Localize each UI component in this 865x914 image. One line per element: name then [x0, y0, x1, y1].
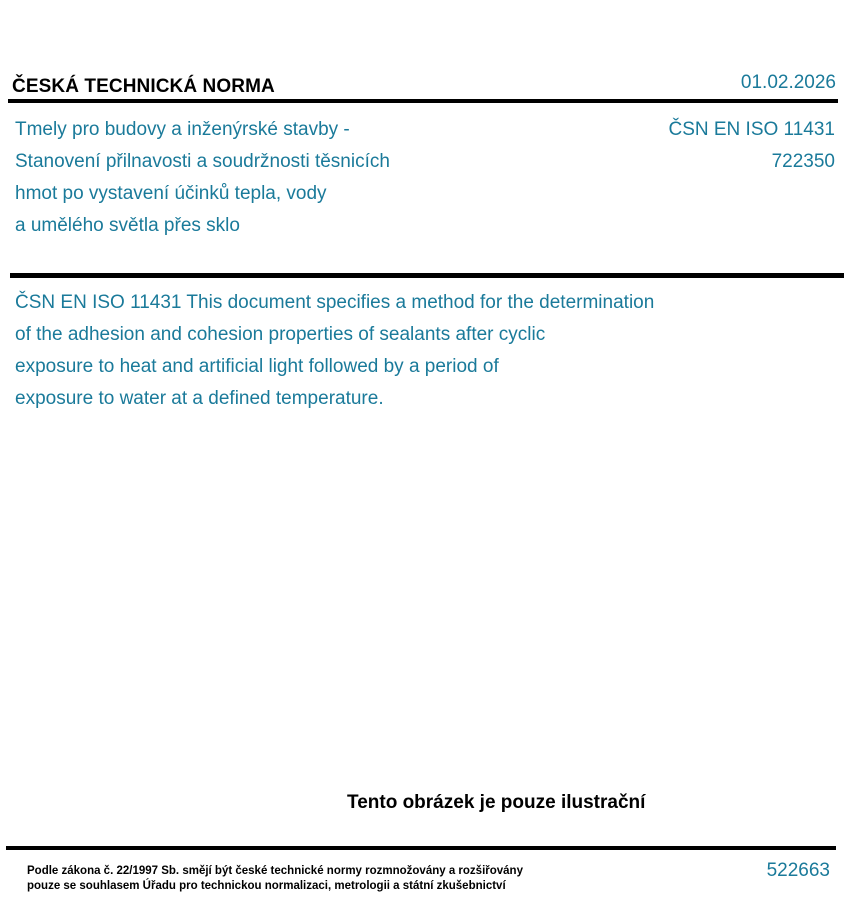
standard-title-line: Stanovení přilnavosti a soudržnosti těsnicích	[15, 151, 390, 172]
abstract-line: ČSN EN ISO 11431 This document specifies a method for the determination	[15, 292, 655, 313]
classification-code: 722350	[771, 151, 835, 172]
legal-notice-line: Podle zákona č. 22/1997 Sb. smějí být české technické normy rozmnožovány a rozšiřovány	[27, 865, 523, 877]
standard-codes	[668, 114, 835, 178]
illustration-notice: Tento obrázek je pouze ilustrační	[347, 792, 646, 813]
header-divider	[8, 99, 838, 103]
standard-title-line: a umělého světla přes sklo	[15, 215, 240, 236]
document-type-heading: ČESKÁ TECHNICKÁ NORMA	[12, 76, 275, 97]
abstract-text	[15, 287, 815, 415]
abstract-line: of the adhesion and cohesion properties of sealants after cyclic	[15, 324, 546, 345]
legal-notice-line: pouze se souhlasem Úřadu pro technickou normalizaci, metrologii a státní zkušebnictví	[27, 880, 506, 892]
abstract-line: exposure to water at a defined temperature.	[15, 388, 384, 409]
abstract-line: exposure to heat and artificial light followed by a period of	[15, 356, 499, 377]
footer-divider	[6, 846, 836, 850]
legal-notice	[27, 864, 523, 894]
publication-date: 01.02.2026	[740, 72, 836, 93]
section-divider	[10, 273, 844, 278]
standard-designation: ČSN EN ISO 11431	[668, 119, 835, 140]
standard-title-line: hmot po vystavení účinků tepla, vody	[15, 183, 327, 204]
document-number: 522663	[766, 860, 830, 881]
standard-title	[15, 114, 575, 242]
standard-title-line: Tmely pro budovy a inženýrské stavby -	[15, 119, 350, 140]
